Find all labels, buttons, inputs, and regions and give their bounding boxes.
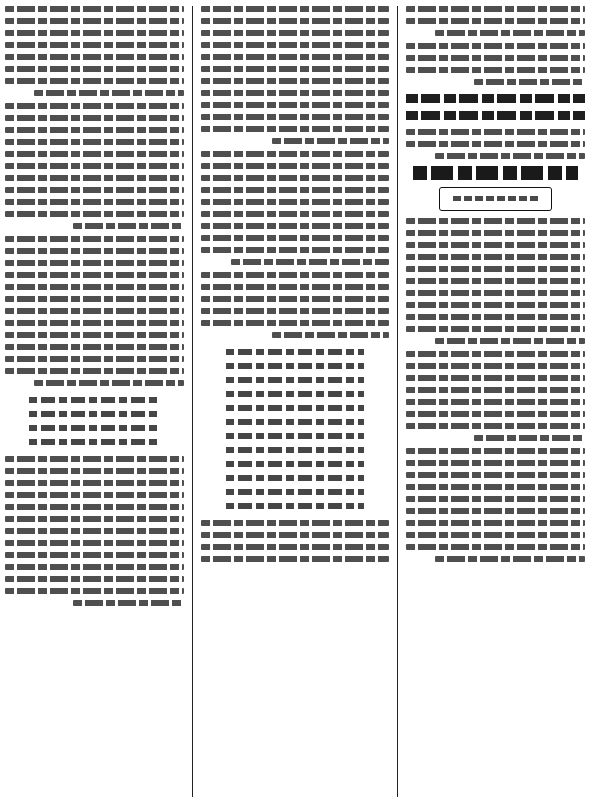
- column-left: [5, 6, 184, 797]
- column-divider: [397, 6, 398, 797]
- paragraph: [406, 6, 585, 36]
- paragraph: [5, 6, 184, 96]
- paragraph: [406, 43, 585, 85]
- paragraph: [406, 351, 585, 441]
- paragraph: [406, 129, 585, 159]
- paragraph: [5, 103, 184, 229]
- paragraph: [201, 272, 389, 338]
- verse-block: [5, 393, 184, 449]
- paragraph: [5, 236, 184, 386]
- author-box: [439, 187, 552, 211]
- article-heading: [413, 166, 578, 180]
- paragraph: [406, 448, 585, 562]
- paragraph: [201, 151, 389, 265]
- column-right: [406, 6, 585, 797]
- paragraph: [201, 520, 389, 562]
- verse-block: [201, 345, 389, 513]
- arabic-quotation: [406, 92, 585, 122]
- paragraph: [5, 456, 184, 606]
- paragraph: [201, 6, 389, 144]
- paragraph: [406, 218, 585, 344]
- column-middle: [201, 6, 389, 797]
- column-divider: [192, 6, 193, 797]
